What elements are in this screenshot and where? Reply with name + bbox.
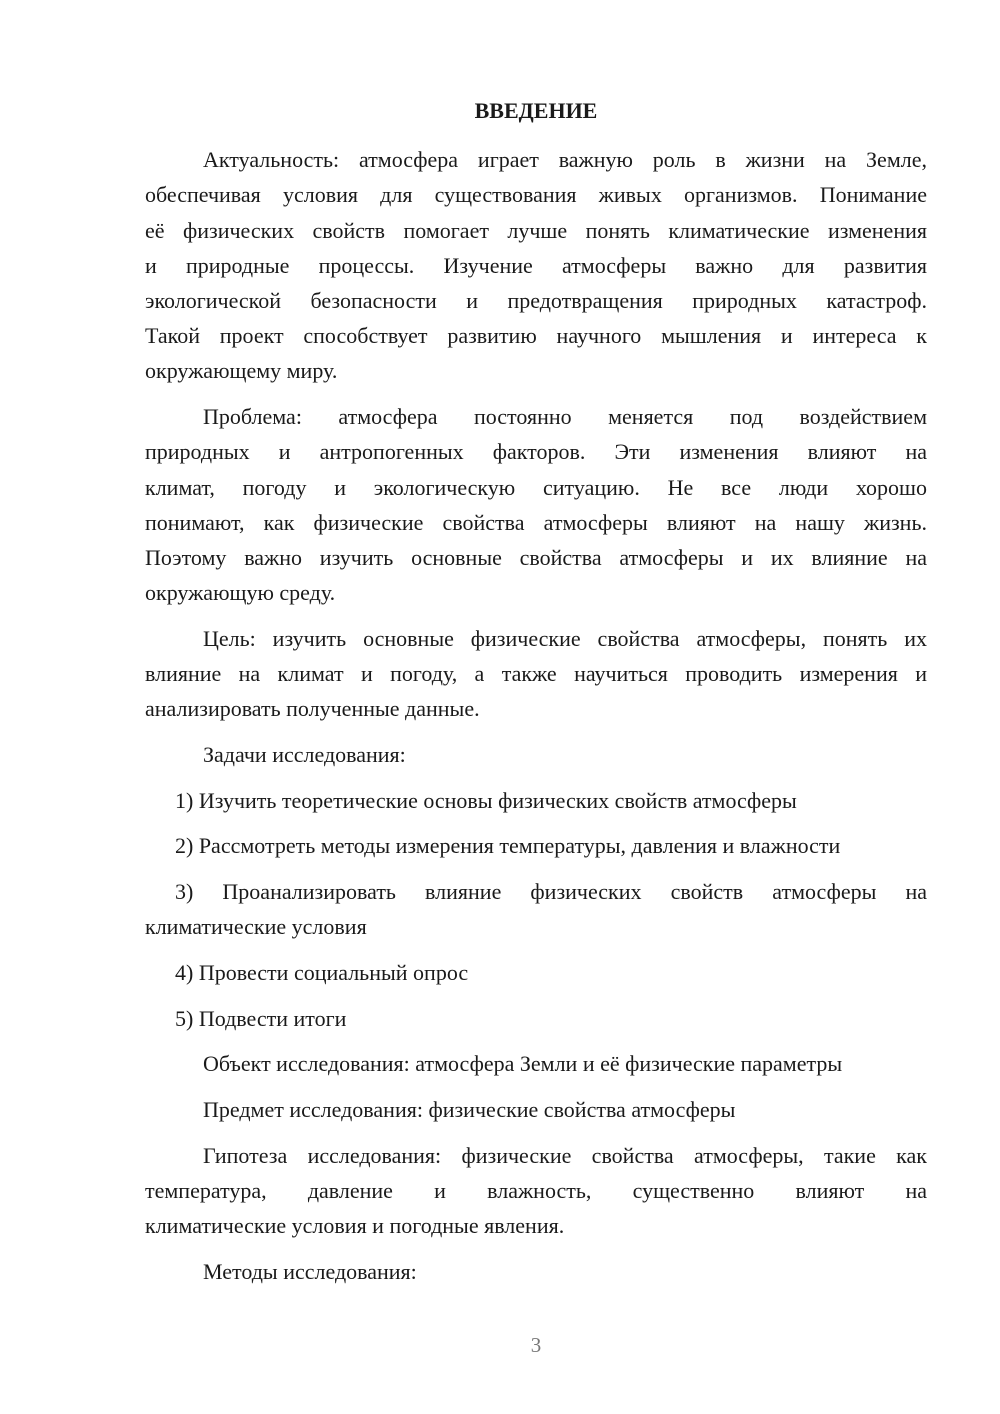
text-line: 2) Рассмотреть методы измерения температуры, давления и влажности [175, 833, 841, 859]
paragraph [145, 142, 927, 388]
paragraph [145, 737, 927, 772]
text-line: обеспечивая условия для существования живых организмов. Понимание [145, 182, 927, 208]
paragraph [145, 1254, 927, 1289]
list-item [145, 828, 927, 863]
text-line: 3) Проанализировать влияние физических свойств атмосферы на [175, 879, 927, 905]
text-line: Актуальность: атмосфера играет важную роль в жизни на Земле, [203, 147, 927, 173]
text-line: температура, давление и влажность, существенно влияют на [145, 1177, 927, 1203]
text-line: Предмет исследования: физические свойства атмосферы [203, 1097, 736, 1123]
section-title: ВВЕДЕНИЕ [474, 98, 598, 123]
list-item [145, 874, 927, 944]
list-item [145, 783, 927, 818]
list-item [145, 955, 927, 990]
page-number: 3 [530, 1333, 542, 1357]
text-line: Проблема: атмосфера постоянно меняется под воздействием [203, 404, 927, 430]
text-line: 5) Подвести итоги [175, 1005, 347, 1031]
text-line: Цель: изучить основные физические свойства атмосферы, понять их [203, 625, 927, 651]
text-line: Задачи исследования: [203, 741, 406, 767]
text-line: Объект исследования: атмосфера Земли и её физические параметры [203, 1051, 843, 1077]
paragraph [145, 399, 927, 610]
text-line: окружающему миру. [145, 358, 338, 384]
text-line: климатические условия и погодные явления. [145, 1213, 565, 1239]
document-page [145, 93, 927, 1300]
text-line: понимают, как физические свойства атмосферы влияют на нашу жизнь. [145, 509, 927, 535]
text-line: анализировать полученные данные. [145, 696, 480, 722]
text-line: окружающую среду. [145, 580, 336, 606]
text-line: её физических свойств помогает лучше понять климатические изменения [145, 217, 927, 243]
text-line: влияние на климат и погоду, а также научиться проводить измерения и [145, 661, 927, 687]
paragraph [145, 1046, 927, 1081]
text-line: Поэтому важно изучить основные свойства атмосферы и их влияние на [145, 544, 927, 570]
paragraph [145, 621, 927, 727]
text-line: климатические условия [145, 914, 367, 940]
document-body [145, 142, 927, 1289]
paragraph [145, 1138, 927, 1244]
text-line: Методы исследования: [203, 1258, 417, 1284]
text-line: климат, погоду и экологическую ситуацию. Не все люди хорошо [145, 474, 927, 500]
text-line: Гипотеза исследования: физические свойства атмосферы, такие как [203, 1142, 927, 1168]
list-item [145, 1001, 927, 1036]
text-line: природных и антропогенных факторов. Эти изменения влияют на [145, 439, 927, 465]
text-line: и природные процессы. Изучение атмосферы важно для развития [145, 252, 927, 278]
text-line: 4) Провести социальный опрос [175, 959, 469, 985]
text-line: 1) Изучить теоретические основы физических свойств атмосферы [175, 787, 797, 813]
paragraph [145, 1092, 927, 1127]
text-line: Такой проект способствует развитию научного мышления и интереса к [145, 323, 927, 349]
text-line: экологической безопасности и предотвращения природных катастроф. [145, 288, 927, 314]
